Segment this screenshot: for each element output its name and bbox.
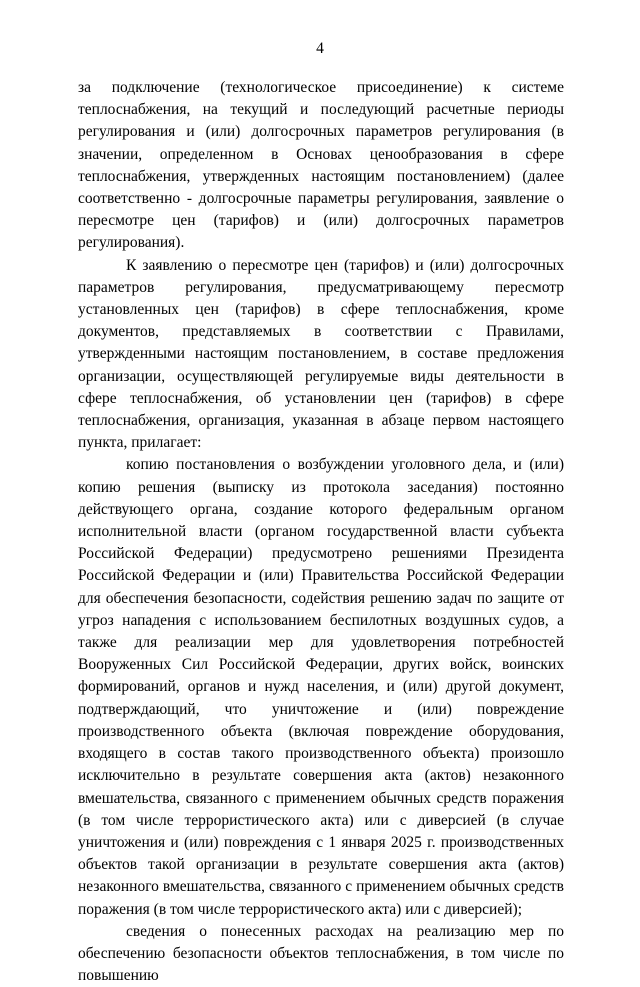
paragraph: К заявлению о пересмотре цен (тарифов) и (или) долгосрочных параметров регулирования, предусматривающему пересмотр установленных цен (тарифов) в сфере теплоснабжения, кроме документов, представляемых в соответствии с Правилами, утвержденными настоящим постановлением, в составе предложения организации, осуществляющей регулируемые виды деятельности в сфере теплоснабжения, об установлении цен (тарифов) в сфере теплоснабжения, организация, указанная в абзаце первом настоящего пункта, прилагает:: [78, 256, 564, 452]
document-body: [78, 77, 564, 987]
paragraph: сведения о понесенных расходах на реализацию мер по обеспечению безопасности объектов теплоснабжения, в том числе по повышению: [78, 922, 564, 985]
paragraph: копию постановления о возбуждении уголовного дела, и (или) копию решения (выписку из протокола заседания) постоянно действующего органа, создание которого федеральным органом исполнительной власти (органом государственной власти субъекта Российской Федерации) предусмотрено решениями Президента Российской Федерации и (или) Правительства Российской Федерации для обеспечения безопасности, содействия решению задач по защите от угроз нападения с использованием беспилотных воздушных судов, а также для реализации мер для удовлетворения потребностей Вооруженных Сил Российской Федерации, других войск, воинских формирований, органов и нужд населения, и (или) другой документ, подтверждающий, что уничтожение и (или) повреждение производственного объекта (включая повреждение оборудования, входящего в состав такого производственного объекта) произошло исключительно в результате совершения акта (актов) незаконного вмешательства, связанного с применением обычных средств поражения (в том числе террористического акта) или с диверсией (в случае уничтожения и (или) повреждения с 1 января 2025 г. производственных объектов такой организации в результате совершения акта (актов) незаконного вмешательства, связанного с применением обычных средств поражения (в том числе террористического акта) или с диверсией);: [78, 456, 564, 918]
page-number: 4: [316, 40, 324, 57]
paragraph: за подключение (технологическое присоединение) к системе теплоснабжения, на текущий и последующий расчетные периоды регулирования и (или) долгосрочных параметров регулирования (в значении, определенном в Основах ценообразования в сфере теплоснабжения, утвержденных настоящим постановлением) (далее соответственно - долгосрочные параметры регулирования, заявление о пересмотре цен (тарифов) и (или) долгосрочных параметров регулирования).: [78, 79, 564, 252]
